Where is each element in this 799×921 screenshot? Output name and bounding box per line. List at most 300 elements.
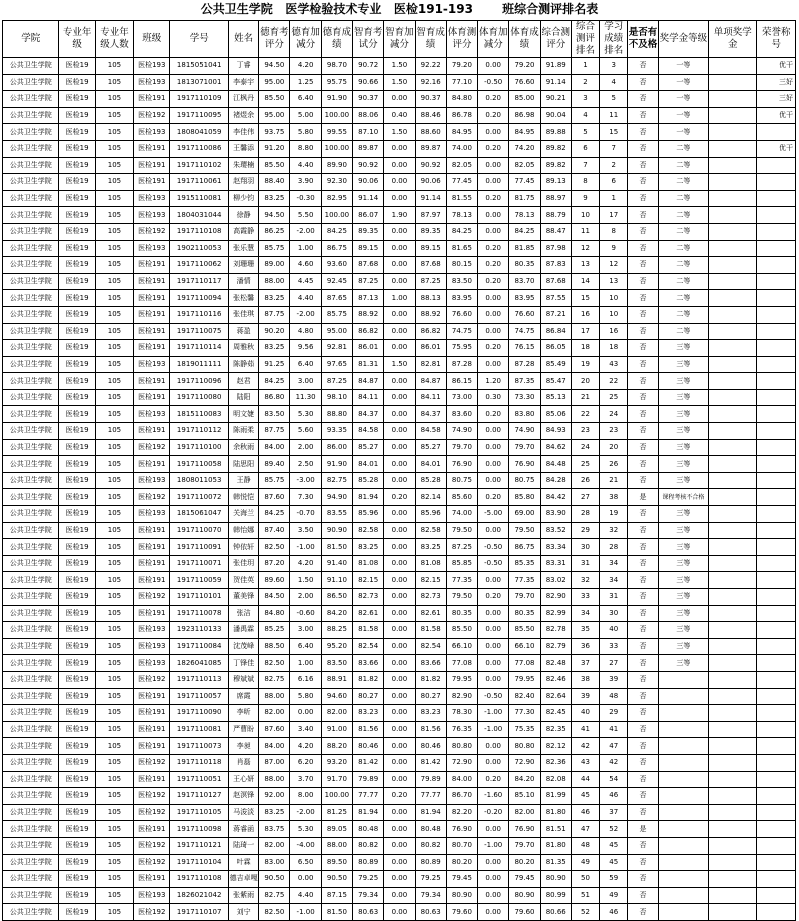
- table-cell: 76.90: [509, 456, 540, 473]
- table-cell: 105: [95, 589, 133, 606]
- table-cell: [658, 837, 708, 854]
- table-cell: 0.00: [478, 754, 509, 771]
- table-row: [3, 472, 796, 489]
- table-cell: 82.35: [540, 721, 571, 738]
- table-cell: 0.20: [478, 489, 509, 506]
- table-cell: 93.20: [321, 754, 352, 771]
- table-cell: 张乐慧: [228, 240, 258, 257]
- table-cell: 陆琦一: [228, 837, 258, 854]
- table-cell: 82.00: [321, 705, 352, 722]
- table-cell: 医检193: [134, 406, 170, 423]
- table-cell: 医检191: [134, 522, 170, 539]
- table-cell: [757, 688, 796, 705]
- table-cell: 69.00: [509, 506, 540, 523]
- table-cell: 否: [628, 140, 658, 157]
- table-cell: 16: [600, 323, 628, 340]
- table-cell: 77.08: [509, 655, 540, 672]
- table-cell: [757, 555, 796, 572]
- table-cell: 77.45: [509, 174, 540, 191]
- table-cell: 6.40: [290, 91, 321, 108]
- table-cell: 5.30: [290, 406, 321, 423]
- table-cell: [757, 589, 796, 606]
- table-cell: 92.00: [259, 788, 290, 805]
- table-cell: 73.30: [509, 389, 540, 406]
- table-cell: 88.47: [540, 223, 571, 240]
- table-cell: 88.80: [321, 406, 352, 423]
- table-cell: 105: [95, 506, 133, 523]
- table-cell: 否: [628, 389, 658, 406]
- table-cell: [757, 854, 796, 871]
- table-cell: [757, 174, 796, 191]
- table-cell: 朱璎楠: [228, 157, 258, 174]
- table-cell: 公共卫生学院: [3, 555, 59, 572]
- table-cell: 3.00: [290, 622, 321, 639]
- table-cell: 公共卫生学院: [3, 887, 59, 904]
- table-cell: 84.58: [353, 423, 384, 440]
- table-cell: 1917110070: [170, 522, 229, 539]
- table-cell: 医检191: [134, 373, 170, 390]
- table-cell: 1: [571, 58, 599, 75]
- table-cell: 105: [95, 804, 133, 821]
- table-cell: 医检19: [59, 638, 95, 655]
- table-cell: 医检19: [59, 871, 95, 888]
- table-cell: 81.65: [446, 240, 477, 257]
- table-cell: [658, 904, 708, 921]
- table-cell: 课程考核不合格: [658, 489, 708, 506]
- table-cell: 0.00: [290, 871, 321, 888]
- table-cell: 85.96: [353, 506, 384, 523]
- table-cell: 0.20: [478, 771, 509, 788]
- table-cell: 1917110075: [170, 323, 229, 340]
- table-cell: 二等: [658, 223, 708, 240]
- table-cell: 47: [571, 821, 599, 838]
- table-cell: 医检19: [59, 854, 95, 871]
- table-cell: 否: [628, 207, 658, 224]
- table-cell: 否: [628, 705, 658, 722]
- table-cell: 82.75: [259, 671, 290, 688]
- header-row: [3, 21, 796, 58]
- table-cell: [658, 671, 708, 688]
- table-cell: 3: [571, 91, 599, 108]
- table-cell: 三等: [658, 638, 708, 655]
- table-cell: 医检191: [134, 323, 170, 340]
- table-cell: 否: [628, 223, 658, 240]
- table-cell: 27: [600, 655, 628, 672]
- table-cell: 医检19: [59, 705, 95, 722]
- table-cell: 马浚淡: [228, 804, 258, 821]
- table-cell: [757, 622, 796, 639]
- table-cell: [757, 788, 796, 805]
- table-cell: 蒋睿函: [228, 821, 258, 838]
- table-cell: 医检19: [59, 273, 95, 290]
- table-cell: 79.70: [446, 439, 477, 456]
- table-cell: 77.77: [415, 788, 446, 805]
- table-cell: 66.10: [509, 638, 540, 655]
- table-cell: 87.25: [415, 273, 446, 290]
- table-cell: 李昕: [228, 705, 258, 722]
- table-cell: 0.00: [384, 506, 415, 523]
- table-row: [3, 489, 796, 506]
- table-row: [3, 306, 796, 323]
- table-cell: 0.00: [384, 174, 415, 191]
- table-cell: 丁睿: [228, 58, 258, 75]
- table-cell: 6.20: [290, 754, 321, 771]
- table-row: [3, 58, 796, 75]
- table-cell: 87.75: [259, 306, 290, 323]
- table-cell: 26: [600, 456, 628, 473]
- table-cell: 105: [95, 671, 133, 688]
- table-cell: 39: [571, 688, 599, 705]
- table-cell: 105: [95, 489, 133, 506]
- table-cell: [658, 804, 708, 821]
- table-cell: 周雅秋: [228, 340, 258, 357]
- table-cell: 1917110081: [170, 721, 229, 738]
- table-cell: 15: [571, 290, 599, 307]
- table-cell: 1.50: [384, 124, 415, 141]
- table-cell: 0.00: [384, 871, 415, 888]
- table-cell: [709, 804, 757, 821]
- table-cell: 82.00: [259, 705, 290, 722]
- table-cell: 88.00: [259, 273, 290, 290]
- table-cell: 三等: [658, 423, 708, 440]
- table-cell: 公共卫生学院: [3, 522, 59, 539]
- table-cell: 否: [628, 871, 658, 888]
- table-cell: 51: [571, 887, 599, 904]
- table-cell: 否: [628, 406, 658, 423]
- table-cell: 91.70: [321, 771, 352, 788]
- table-cell: 医检191: [134, 821, 170, 838]
- table-cell: 88.97: [540, 190, 571, 207]
- table-cell: 90.92: [415, 157, 446, 174]
- table-cell: 76.60: [509, 74, 540, 91]
- table-cell: [658, 754, 708, 771]
- table-cell: 0.00: [478, 124, 509, 141]
- table-cell: 79.34: [415, 887, 446, 904]
- table-cell: 0.00: [384, 257, 415, 274]
- table-cell: 90.92: [353, 157, 384, 174]
- table-cell: 3.90: [290, 174, 321, 191]
- table-cell: 84.62: [540, 439, 571, 456]
- table-cell: 4.60: [290, 257, 321, 274]
- table-cell: 0.00: [478, 854, 509, 871]
- table-cell: 105: [95, 738, 133, 755]
- table-cell: 4.40: [290, 157, 321, 174]
- table-cell: 82.48: [540, 655, 571, 672]
- table-cell: 85.96: [415, 506, 446, 523]
- table-cell: 98.10: [321, 389, 352, 406]
- table-cell: 0.00: [384, 821, 415, 838]
- table-row: [3, 456, 796, 473]
- table-cell: 1.00: [290, 655, 321, 672]
- table-cell: 1813071001: [170, 74, 229, 91]
- table-cell: 90.04: [540, 107, 571, 124]
- table-cell: 1917110107: [170, 904, 229, 921]
- table-cell: 0.00: [384, 472, 415, 489]
- table-cell: 35: [571, 622, 599, 639]
- table-cell: 0.00: [384, 638, 415, 655]
- table-cell: 张佳琪: [228, 306, 258, 323]
- table-cell: -1.00: [478, 837, 509, 854]
- table-cell: 优干: [757, 107, 796, 124]
- table-row: [3, 904, 796, 921]
- table-row: [3, 157, 796, 174]
- table-cell: 82.05: [509, 157, 540, 174]
- table-cell: 87.68: [415, 257, 446, 274]
- table-cell: 6.16: [290, 671, 321, 688]
- table-cell: 49: [571, 854, 599, 871]
- table-cell: 105: [95, 456, 133, 473]
- table-cell: 医检19: [59, 522, 95, 539]
- table-cell: 82.00: [259, 837, 290, 854]
- table-cell: 0.00: [384, 589, 415, 606]
- table-cell: 7: [600, 140, 628, 157]
- table-row: [3, 738, 796, 755]
- table-cell: 是: [628, 489, 658, 506]
- table-cell: 81.42: [353, 754, 384, 771]
- table-cell: 医检191: [134, 688, 170, 705]
- table-row: [3, 423, 796, 440]
- table-cell: 0.00: [384, 804, 415, 821]
- table-cell: 5.60: [290, 423, 321, 440]
- table-cell: 43: [600, 356, 628, 373]
- table-cell: 三好: [757, 91, 796, 108]
- table-row: [3, 107, 796, 124]
- table-cell: 医检191: [134, 423, 170, 440]
- table-cell: 医检191: [134, 705, 170, 722]
- table-cell: 83.75: [259, 821, 290, 838]
- table-cell: 81.80: [540, 804, 571, 821]
- table-cell: 37: [571, 655, 599, 672]
- table-cell: 公共卫生学院: [3, 456, 59, 473]
- table-cell: 85.75: [321, 306, 352, 323]
- table-cell: [658, 738, 708, 755]
- table-cell: 105: [95, 273, 133, 290]
- table-cell: 0.20: [384, 489, 415, 506]
- table-cell: 叶霖: [228, 854, 258, 871]
- table-cell: [757, 837, 796, 854]
- table-cell: 1.50: [384, 356, 415, 373]
- table-cell: 董美锋: [228, 589, 258, 606]
- table-cell: -0.30: [290, 190, 321, 207]
- table-cell: 79.50: [446, 589, 477, 606]
- table-cell: 85.75: [259, 240, 290, 257]
- table-cell: 88.60: [415, 124, 446, 141]
- table-cell: 85.27: [415, 439, 446, 456]
- table-cell: 72.90: [446, 754, 477, 771]
- table-cell: [757, 406, 796, 423]
- table-cell: 5.50: [290, 207, 321, 224]
- table-cell: [709, 240, 757, 257]
- table-cell: 医检192: [134, 107, 170, 124]
- table-cell: 87.28: [509, 356, 540, 373]
- table-cell: 87.28: [446, 356, 477, 373]
- table-cell: 89.15: [353, 240, 384, 257]
- table-cell: 否: [628, 124, 658, 141]
- table-cell: 余秋雨: [228, 439, 258, 456]
- table-cell: [658, 705, 708, 722]
- table-cell: 4.40: [290, 887, 321, 904]
- table-cell: 席霞: [228, 688, 258, 705]
- table-cell: 30: [600, 605, 628, 622]
- table-cell: [709, 157, 757, 174]
- table-cell: 医检191: [134, 456, 170, 473]
- table-cell: 84.25: [259, 373, 290, 390]
- table-cell: 德吉卓嘎: [228, 871, 258, 888]
- table-cell: 105: [95, 107, 133, 124]
- table-cell: 1917110061: [170, 174, 229, 191]
- table-cell: [709, 257, 757, 274]
- table-cell: 48: [571, 837, 599, 854]
- table-cell: 一等: [658, 91, 708, 108]
- table-cell: 医检191: [134, 572, 170, 589]
- table-cell: 49: [600, 887, 628, 904]
- table-cell: 90.72: [353, 58, 384, 75]
- table-row: [3, 572, 796, 589]
- table-cell: 贺佳英: [228, 572, 258, 589]
- table-cell: 52: [600, 821, 628, 838]
- table-cell: 否: [628, 190, 658, 207]
- table-row: [3, 837, 796, 854]
- table-cell: 86.70: [446, 788, 477, 805]
- table-cell: 11: [571, 223, 599, 240]
- table-cell: 41: [600, 721, 628, 738]
- table-cell: 公共卫生学院: [3, 340, 59, 357]
- table-cell: [709, 58, 757, 75]
- table-cell: 83.25: [259, 804, 290, 821]
- table-cell: 80.63: [353, 904, 384, 921]
- table-row: [3, 638, 796, 655]
- table-cell: [757, 655, 796, 672]
- table-cell: 86.07: [353, 207, 384, 224]
- table-cell: 83.50: [446, 273, 477, 290]
- table-cell: 0.00: [384, 671, 415, 688]
- table-cell: 0.00: [478, 290, 509, 307]
- table-cell: [757, 257, 796, 274]
- table-cell: 85.28: [353, 472, 384, 489]
- table-cell: 87.00: [259, 754, 290, 771]
- table-cell: 86.15: [446, 373, 477, 390]
- table-row: [3, 389, 796, 406]
- table-cell: [709, 273, 757, 290]
- table-row: [3, 323, 796, 340]
- table-cell: 79.25: [415, 871, 446, 888]
- table-cell: 3.50: [290, 522, 321, 539]
- table-cell: 0.00: [384, 373, 415, 390]
- table-cell: 1917110073: [170, 738, 229, 755]
- table-cell: 公共卫生学院: [3, 290, 59, 307]
- table-cell: 0.00: [478, 323, 509, 340]
- table-cell: 医检191: [134, 771, 170, 788]
- table-cell: 81.94: [353, 804, 384, 821]
- table-cell: 三等: [658, 406, 708, 423]
- table-cell: 否: [628, 323, 658, 340]
- table-cell: 91.90: [321, 456, 352, 473]
- table-cell: 80.35: [509, 257, 540, 274]
- table-cell: 84.37: [353, 406, 384, 423]
- table-cell: [709, 622, 757, 639]
- table-cell: 0.00: [384, 605, 415, 622]
- table-cell: 0.00: [384, 240, 415, 257]
- table-cell: 否: [628, 721, 658, 738]
- table-cell: 6: [571, 140, 599, 157]
- table-cell: 81.56: [353, 721, 384, 738]
- table-cell: 105: [95, 174, 133, 191]
- table-cell: [709, 91, 757, 108]
- table-cell: 85.27: [353, 439, 384, 456]
- table-cell: [709, 107, 757, 124]
- table-cell: 80.90: [446, 887, 477, 904]
- table-cell: 84.20: [509, 771, 540, 788]
- table-cell: 医检19: [59, 190, 95, 207]
- table-cell: 82.54: [353, 638, 384, 655]
- table-cell: 85.28: [415, 472, 446, 489]
- table-cell: 80.48: [353, 821, 384, 838]
- table-cell: [757, 157, 796, 174]
- table-cell: 0.00: [384, 423, 415, 440]
- table-cell: 85.47: [540, 373, 571, 390]
- table-cell: 87.83: [540, 257, 571, 274]
- table-cell: 医检19: [59, 837, 95, 854]
- table-cell: 二等: [658, 207, 708, 224]
- table-cell: 80.27: [353, 688, 384, 705]
- table-cell: 105: [95, 821, 133, 838]
- table-cell: 81.94: [415, 804, 446, 821]
- table-cell: 4.20: [290, 58, 321, 75]
- table-cell: [757, 356, 796, 373]
- table-cell: 34: [571, 605, 599, 622]
- table-cell: 医检19: [59, 622, 95, 639]
- table-cell: [658, 821, 708, 838]
- table-row: [3, 871, 796, 888]
- table-row: [3, 207, 796, 224]
- table-cell: 89.90: [321, 157, 352, 174]
- table-cell: 8.00: [290, 788, 321, 805]
- table-cell: 82.90: [540, 589, 571, 606]
- table-cell: 医检19: [59, 456, 95, 473]
- table-cell: 79.60: [509, 904, 540, 921]
- table-cell: 82.75: [259, 887, 290, 904]
- table-cell: [709, 439, 757, 456]
- table-cell: 8: [600, 223, 628, 240]
- table-cell: 0.00: [384, 439, 415, 456]
- table-cell: 公共卫生学院: [3, 622, 59, 639]
- table-cell: 0.20: [478, 257, 509, 274]
- table-cell: 0.00: [478, 306, 509, 323]
- table-cell: 19: [571, 356, 599, 373]
- table-cell: 77.08: [446, 655, 477, 672]
- table-cell: 20: [600, 439, 628, 456]
- table-cell: [757, 904, 796, 921]
- table-cell: 4.80: [290, 323, 321, 340]
- table-cell: [709, 589, 757, 606]
- table-cell: 0.00: [478, 356, 509, 373]
- table-cell: 30: [571, 539, 599, 556]
- col-header: 学习成绩排名: [600, 21, 628, 58]
- table-cell: 江枫丹: [228, 91, 258, 108]
- table-row: [3, 74, 796, 91]
- table-cell: 1917110102: [170, 157, 229, 174]
- table-row: [3, 273, 796, 290]
- table-cell: 三等: [658, 506, 708, 523]
- table-cell: [757, 273, 796, 290]
- table-cell: 81.35: [540, 854, 571, 871]
- table-cell: 0.00: [384, 771, 415, 788]
- table-cell: 44: [571, 771, 599, 788]
- table-cell: [757, 306, 796, 323]
- table-cell: [757, 887, 796, 904]
- table-cell: 3.00: [290, 373, 321, 390]
- table-cell: 否: [628, 58, 658, 75]
